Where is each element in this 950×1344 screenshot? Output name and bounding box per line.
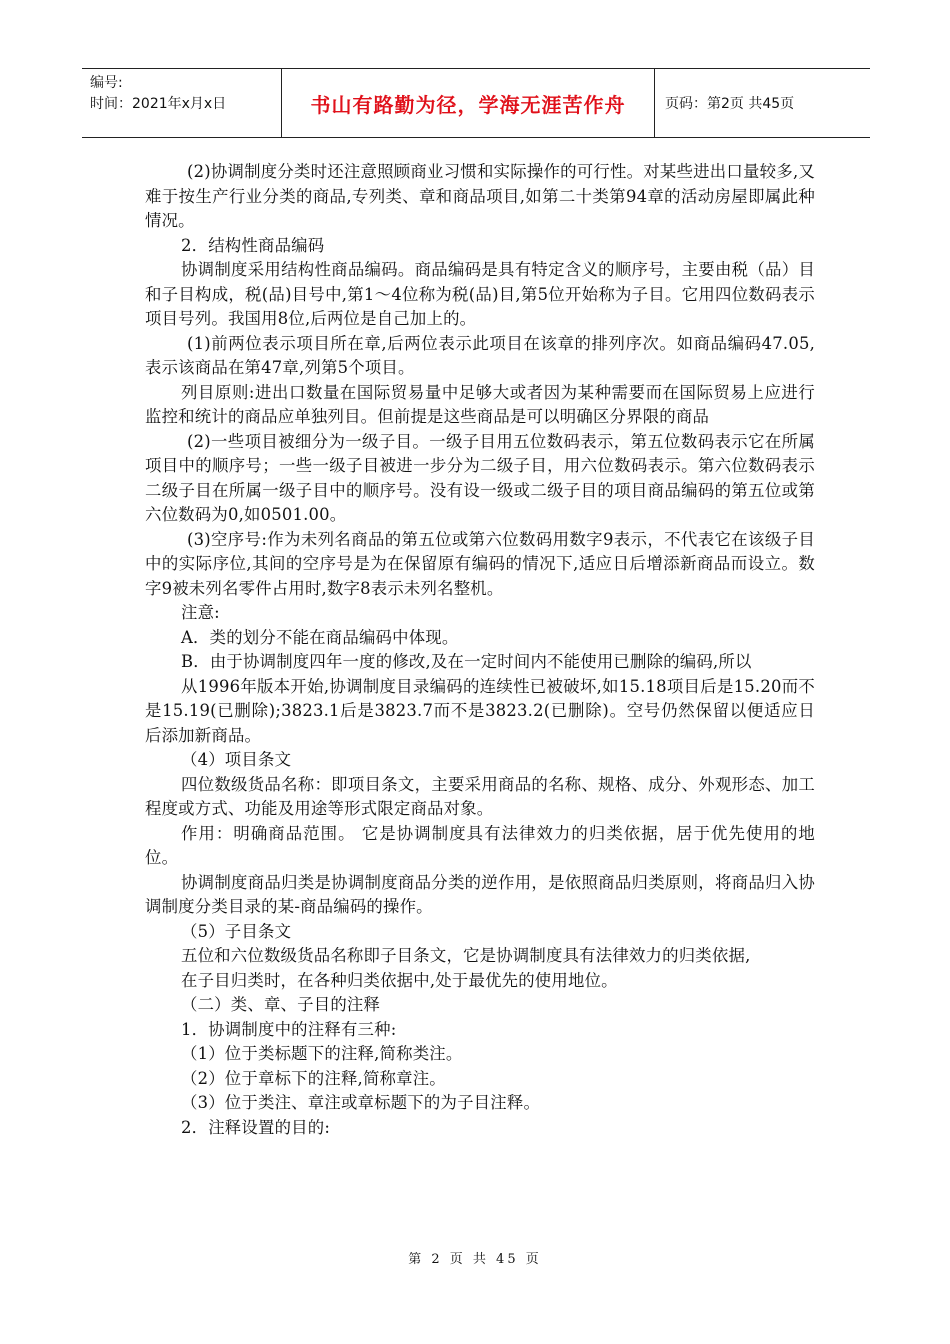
paragraph: (3)空序号:作为未列名商品的第五位或第六位数码用数字9表示，不代表它在该级子目中的实际序位,其间的空序号是为在保留原有编码的情况下,适应日后增添新商品而设立。数字9被未列名零件占用时,数字8表示未列名整机。	[145, 529, 815, 598]
header-page-label: 页码：第2页 共45页	[665, 96, 795, 112]
paragraph: 注意:	[181, 603, 220, 622]
paragraph: B．由于协调制度四年一度的修改,及在一定时间内不能使用已删除的编码,所以	[181, 652, 752, 671]
header-date-label: 时间：2021年x月x日	[90, 96, 227, 112]
body-text	[145, 160, 815, 1140]
paragraph: 四位数级货品名称：即项目条文，主要采用商品的名称、规格、成分、外观形态、加工程度或方式、功能及用途等形式限定商品对象。	[145, 774, 815, 818]
list-item: （2）位于章标下的注释,简称章注。	[181, 1068, 446, 1088]
list-item: （3）位于类注、章注或章标题下的为子目注释。	[181, 1093, 541, 1112]
list-item: 1．协调制度中的注释有三种:	[181, 1019, 397, 1039]
paragraph: 列目原则:进出口数量在国际贸易量中足够大或者因为某种需要而在国际贸易上应进行监控和统计的商品应单独列目。但前提是这些商品是可以明确区分界限的商品	[145, 382, 815, 426]
paragraph: 五位和六位数级货品名称即子目条文，它是协调制度具有法律效力的归类依据,	[181, 946, 751, 965]
paragraph: (2)协调制度分类时还注意照顾商业习惯和实际操作的可行性。对某些进出口量较多,又难于按生产行业分类的商品,专列类、章和商品项目,如第二十类第94章的活动房屋即属此种情况。	[145, 162, 815, 230]
paragraph: 作用：明确商品范围。 它是协调制度具有法律效力的归类依据，居于优先使用的地位。	[145, 823, 815, 867]
list-item: （1）位于类标题下的注释,简称类注。	[181, 1044, 463, 1063]
page-header	[82, 68, 870, 138]
paragraph: 协调制度商品归类是协调制度商品分类的逆作用，是依照商品归类原则，将商品归入协调制度分类目录的某-商品编码的操作。	[145, 872, 815, 916]
header-number-label: 编号:	[90, 75, 123, 91]
list-item: 2．注释设置的目的:	[181, 1117, 331, 1137]
paragraph: (2)一些项目被细分为一级子目。一级子目用五位数码表示，第五位数码表示它在所属项目中的顺序号；一些一级子目被进一步分为二级子目，用六位数码表示。第六位数码表示二级子目在所属一级子目中的顺序号。没有设一级或二级子目的项目商品编码的第五位或第六位数码为0,如0501.00。	[145, 431, 815, 524]
paragraph: (1)前两位表示项目所在章,后两位表示此项目在该章的排列序次。如商品编码47.05,表示该商品在第47章,列第5个项目。	[145, 333, 815, 377]
section-heading: （5）子目条文	[181, 921, 292, 941]
paragraph: 在子目归类时，在各种归类依据中,处于最优先的使用地位。	[181, 970, 618, 990]
header-meta	[82, 69, 282, 137]
header-motto: 书山有路勤为径，学海无涯苦作舟	[282, 69, 655, 137]
paragraph: A．类的划分不能在商品编码中体现。	[181, 627, 459, 647]
page-footer: 第 2 页 共 45 页	[408, 1252, 542, 1267]
section-heading: 2．结构性商品编码	[181, 235, 325, 255]
paragraph: 协调制度采用结构性商品编码。商品编码是具有特定含义的顺序号，主要由税（品）目和子目构成，税(品)目号中,第1～4位称为税(品)目,第5位开始称为子目。它用四位数码表示项目号列。我国用8位,后两位是自己加上的。	[145, 260, 815, 328]
section-heading: （二）类、章、子目的注释	[181, 995, 381, 1014]
section-heading: （4）项目条文	[181, 750, 292, 769]
paragraph: 从1996年版本开始,协调制度目录编码的连续性已被破坏,如15.18项目后是15.20而不是15.19(已删除);3823.1后是3823.7而不是3823.2(已删除)。空号仍然保留以便适应日后添加新商品。	[145, 676, 815, 745]
